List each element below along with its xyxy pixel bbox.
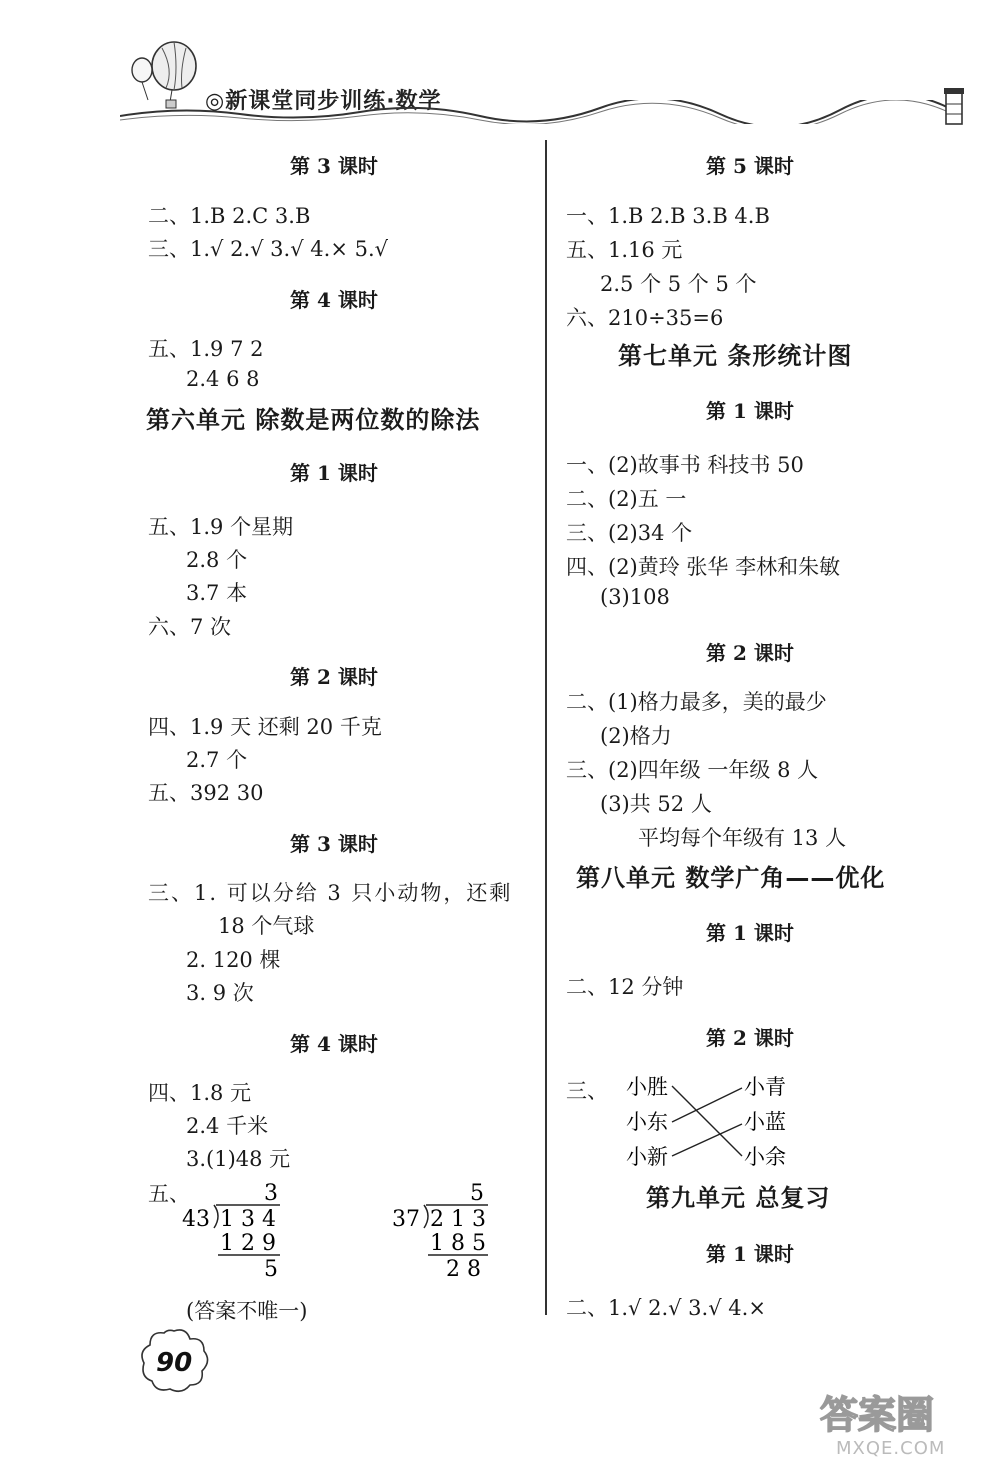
match-left-item: 小新 (626, 1145, 668, 1169)
product: 1 8 5 (430, 1231, 486, 1256)
left-answer-line: 五、392 30 (148, 781, 264, 805)
long-division-1 (180, 1178, 300, 1282)
left-answer-line: 2.4 千米 (186, 1114, 269, 1138)
match-line (672, 1088, 742, 1122)
left-answer-line: 三、1.√ 2.√ 3.√ 4.× 5.√ (148, 237, 389, 261)
dividend: 2 1 3 (430, 1207, 486, 1232)
left-answer-line: 二、1.B 2.C 3.B (148, 204, 311, 228)
dividend: 1 3 4 (220, 1207, 276, 1232)
matching-diagram (620, 1070, 810, 1174)
unit-8-heading: 第八单元 数学广角——优化 (576, 864, 886, 892)
unit-7-heading: 第七单元 条形统计图 (618, 342, 853, 370)
right-answer-line: 一、1.B 2.B 3.B 4.B (566, 204, 770, 228)
quotient: 5 (470, 1181, 484, 1206)
left-answer-line: 五、1.9 个星期 (148, 515, 294, 539)
remainder: 2 8 (446, 1257, 481, 1282)
right-lesson-1c-title: 第 1 课时 (706, 1242, 794, 1266)
right-answer-line: 四、(2)黄玲 张华 李林和朱敏 (566, 555, 841, 579)
right-answer-line: 平均每个年级有 13 人 (638, 826, 847, 850)
left-answer-line: 三、1. 可以分给 3 只小动物，还剩 (148, 881, 513, 905)
column-divider (545, 140, 547, 1315)
left-lesson-4-title: 第 4 课时 (290, 288, 378, 312)
matching-prefix: 三、 (566, 1079, 608, 1103)
divisor: 43 (182, 1207, 210, 1232)
right-lesson-2b-title: 第 2 课时 (706, 1026, 794, 1050)
right-lesson-2-title: 第 2 课时 (706, 641, 794, 665)
right-answer-line: 三、(2)34 个 (566, 521, 693, 545)
divisor: 37 (392, 1207, 420, 1232)
long-division-2 (390, 1178, 510, 1282)
right-answer-line: (2)格力 (600, 724, 672, 748)
right-answer-line: 2.5 个 5 个 5 个 (600, 272, 757, 296)
remainder: 5 (264, 1257, 278, 1282)
page-number: 90 (156, 1348, 193, 1378)
right-answer-line: 二、(2)五 一 (566, 487, 687, 511)
match-right-item: 小余 (744, 1145, 786, 1169)
product: 1 2 9 (220, 1231, 276, 1256)
left-answer-line: 六、7 次 (148, 615, 232, 639)
right-lesson-5-title: 第 5 课时 (706, 154, 794, 178)
left-lesson-3b-title: 第 3 课时 (290, 832, 378, 856)
right-answer-line: (3)共 52 人 (600, 792, 712, 816)
answer-note: (答案不唯一) (186, 1299, 308, 1323)
quotient: 3 (264, 1181, 278, 1206)
right-answer-line: 一、(2)故事书 科技书 50 (566, 453, 804, 477)
right-lesson-1-title: 第 1 课时 (706, 399, 794, 423)
left-answer-line: 2.7 个 (186, 748, 248, 772)
left-answer-line: 3.7 本 (186, 581, 248, 605)
right-answer-line: 六、210÷35=6 (566, 306, 724, 330)
left-answer-line: 18 个气球 (218, 914, 315, 938)
left-lesson-3-title: 第 3 课时 (290, 154, 378, 178)
left-answer-line: 四、1.9 天 还剩 20 千克 (148, 715, 382, 739)
match-line (672, 1124, 742, 1156)
watermark-logo (816, 1388, 992, 1460)
match-left-item: 小胜 (626, 1075, 668, 1099)
left-lesson-4b-title: 第 4 课时 (290, 1032, 378, 1056)
tower-icon (942, 86, 966, 126)
match-line (672, 1086, 742, 1156)
right-answer-line: 三、(2)四年级 一年级 8 人 (566, 758, 819, 782)
header-title: ◎新课堂同步训练·数学 (205, 89, 442, 114)
match-left-item: 小东 (626, 1110, 668, 1134)
watermark-text: 答案圈 (820, 1393, 935, 1437)
unit-9-heading: 第九单元 总复习 (646, 1184, 831, 1212)
page-number-badge (136, 1325, 212, 1395)
left-answer-line: 2.4 6 8 (186, 367, 260, 391)
left-answer-line: 五、1.9 7 2 (148, 337, 264, 361)
left-answer-line: 3.(1)48 元 (186, 1147, 291, 1171)
left-answer-line: 2. 120 棵 (186, 948, 281, 972)
right-lesson-1b-title: 第 1 课时 (706, 921, 794, 945)
right-answer-line: 二、1.√ 2.√ 3.√ 4.× (566, 1296, 766, 1320)
left-answer-line: 四、1.8 元 (148, 1081, 252, 1105)
left-lesson-1-title: 第 1 课时 (290, 461, 378, 485)
right-answer-line: (3)108 (600, 585, 670, 609)
left-answer-line: 2.8 个 (186, 548, 248, 572)
right-answer-line: 二、12 分钟 (566, 975, 684, 999)
header-wave-line (120, 100, 960, 124)
left-answer-line: 3. 9 次 (186, 981, 254, 1005)
match-right-item: 小蓝 (744, 1110, 786, 1134)
right-answer-line: 五、1.16 元 (566, 238, 683, 262)
right-answer-line: 二、(1)格力最多，美的最少 (566, 690, 827, 714)
left-lesson-2-title: 第 2 课时 (290, 665, 378, 689)
match-right-item: 小青 (744, 1075, 786, 1099)
left-answer-line: 五、 (148, 1182, 190, 1206)
unit-6-heading: 第六单元 除数是两位数的除法 (146, 406, 481, 434)
watermark-url: MXQE.COM (836, 1438, 946, 1459)
